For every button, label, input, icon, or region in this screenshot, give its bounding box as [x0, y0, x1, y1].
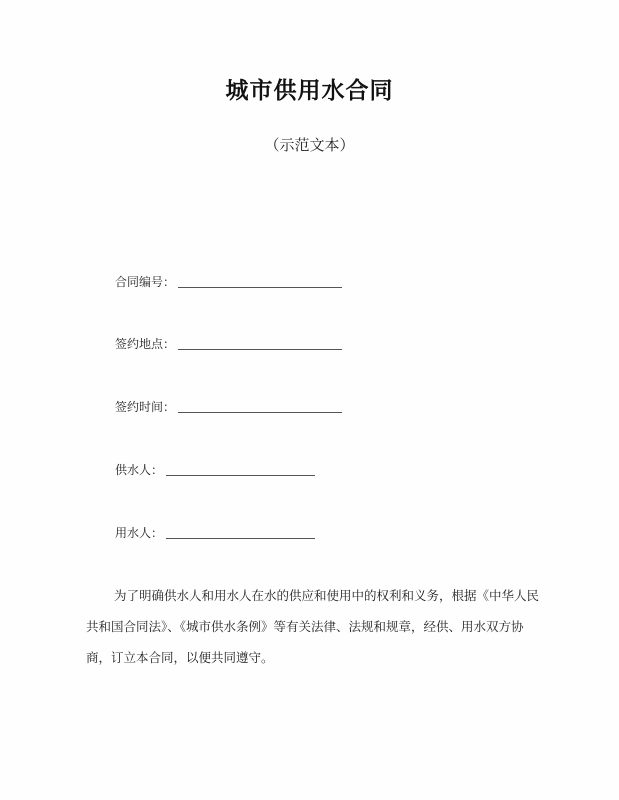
signing-place-blank[interactable] — [178, 348, 342, 350]
water-supplier-label: 供水人： — [115, 463, 164, 477]
water-user-label: 用水人： — [115, 526, 164, 540]
preamble-line-1: 为了明确供水人和用水人在水的供应和使用中的权利和义务，根据《中华人民 — [114, 588, 540, 603]
preamble-line-2: 共和国合同法》、《城市供水条例》等有关法律、法规和规章，经供、用水双方协 — [86, 619, 524, 634]
water-supplier-blank[interactable] — [166, 474, 315, 476]
document-title: 城市供用水合同 — [225, 78, 394, 104]
preamble-line-3: 商，订立本合同，以便共同遵守。 — [86, 650, 274, 665]
water-supplier-field — [115, 461, 315, 478]
water-user-blank[interactable] — [166, 537, 315, 539]
signing-place-label: 签约地点： — [115, 337, 176, 351]
preamble-paragraph — [86, 580, 556, 673]
signing-time-field — [115, 398, 342, 415]
signing-time-label: 签约时间： — [115, 400, 176, 414]
signing-time-blank[interactable] — [178, 411, 342, 413]
water-user-field — [115, 524, 315, 541]
contract-number-blank[interactable] — [178, 286, 342, 288]
contract-number-label: 合同编号： — [115, 275, 176, 289]
signing-place-field — [115, 335, 342, 352]
document-subtitle: （示范文本） — [264, 136, 355, 154]
contract-number-field — [115, 273, 342, 290]
